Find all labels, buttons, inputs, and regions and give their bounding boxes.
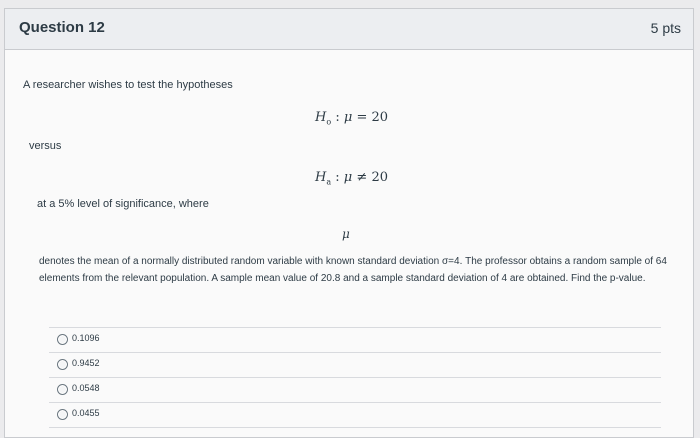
mu-symbol: [342, 227, 350, 241]
answer-option[interactable]: [49, 377, 661, 402]
answer-list: [49, 327, 661, 428]
question-header: [5, 9, 693, 50]
radio-button[interactable]: [57, 409, 68, 420]
ha-colon: :: [335, 170, 340, 185]
significance-text: at a 5% level of significance, where: [37, 198, 209, 210]
h0-subscript: o: [326, 117, 332, 127]
ha-subscript: a: [326, 177, 332, 187]
radio-button[interactable]: [57, 334, 68, 345]
h0-mu: μ: [343, 110, 353, 125]
answer-option[interactable]: [49, 327, 661, 352]
answer-label: 0.0548: [72, 383, 100, 393]
question-intro: A researcher wishes to test the hypotheses: [23, 79, 233, 91]
h0-colon: :: [335, 110, 340, 125]
alternative-hypothesis: [315, 170, 388, 187]
answer-option[interactable]: [49, 352, 661, 377]
h0-relation: =: [356, 110, 368, 125]
h0-value: 20: [371, 110, 389, 125]
ha-mu: μ: [343, 170, 353, 185]
ha-value: 20: [371, 170, 388, 185]
h0-symbol: H: [315, 110, 327, 125]
mu-symbol-glyph: μ: [342, 227, 350, 241]
question-points: 5 pts: [650, 20, 681, 36]
radio-button[interactable]: [57, 359, 68, 370]
question-card: [4, 8, 694, 438]
question-description: denotes the mean of a normally distributed random variable with known standard deviation σ=4. The professor obtains a random sample of 64 elements from the relevant population. A sample mean value of 20.8 and a sample standard deviation of 4 are obtained. Find the p-value.: [39, 256, 667, 284]
ha-symbol: H: [315, 170, 327, 185]
radio-button[interactable]: [57, 384, 68, 395]
versus-label: versus: [29, 140, 62, 152]
null-hypothesis: [315, 110, 388, 127]
answer-label: 0.1096: [72, 333, 100, 343]
question-title: Question 12: [19, 19, 105, 36]
answer-option[interactable]: [49, 402, 661, 428]
answer-label: 0.9452: [72, 358, 100, 368]
ha-relation: ≠: [356, 170, 368, 185]
answer-label: 0.0455: [72, 408, 100, 418]
